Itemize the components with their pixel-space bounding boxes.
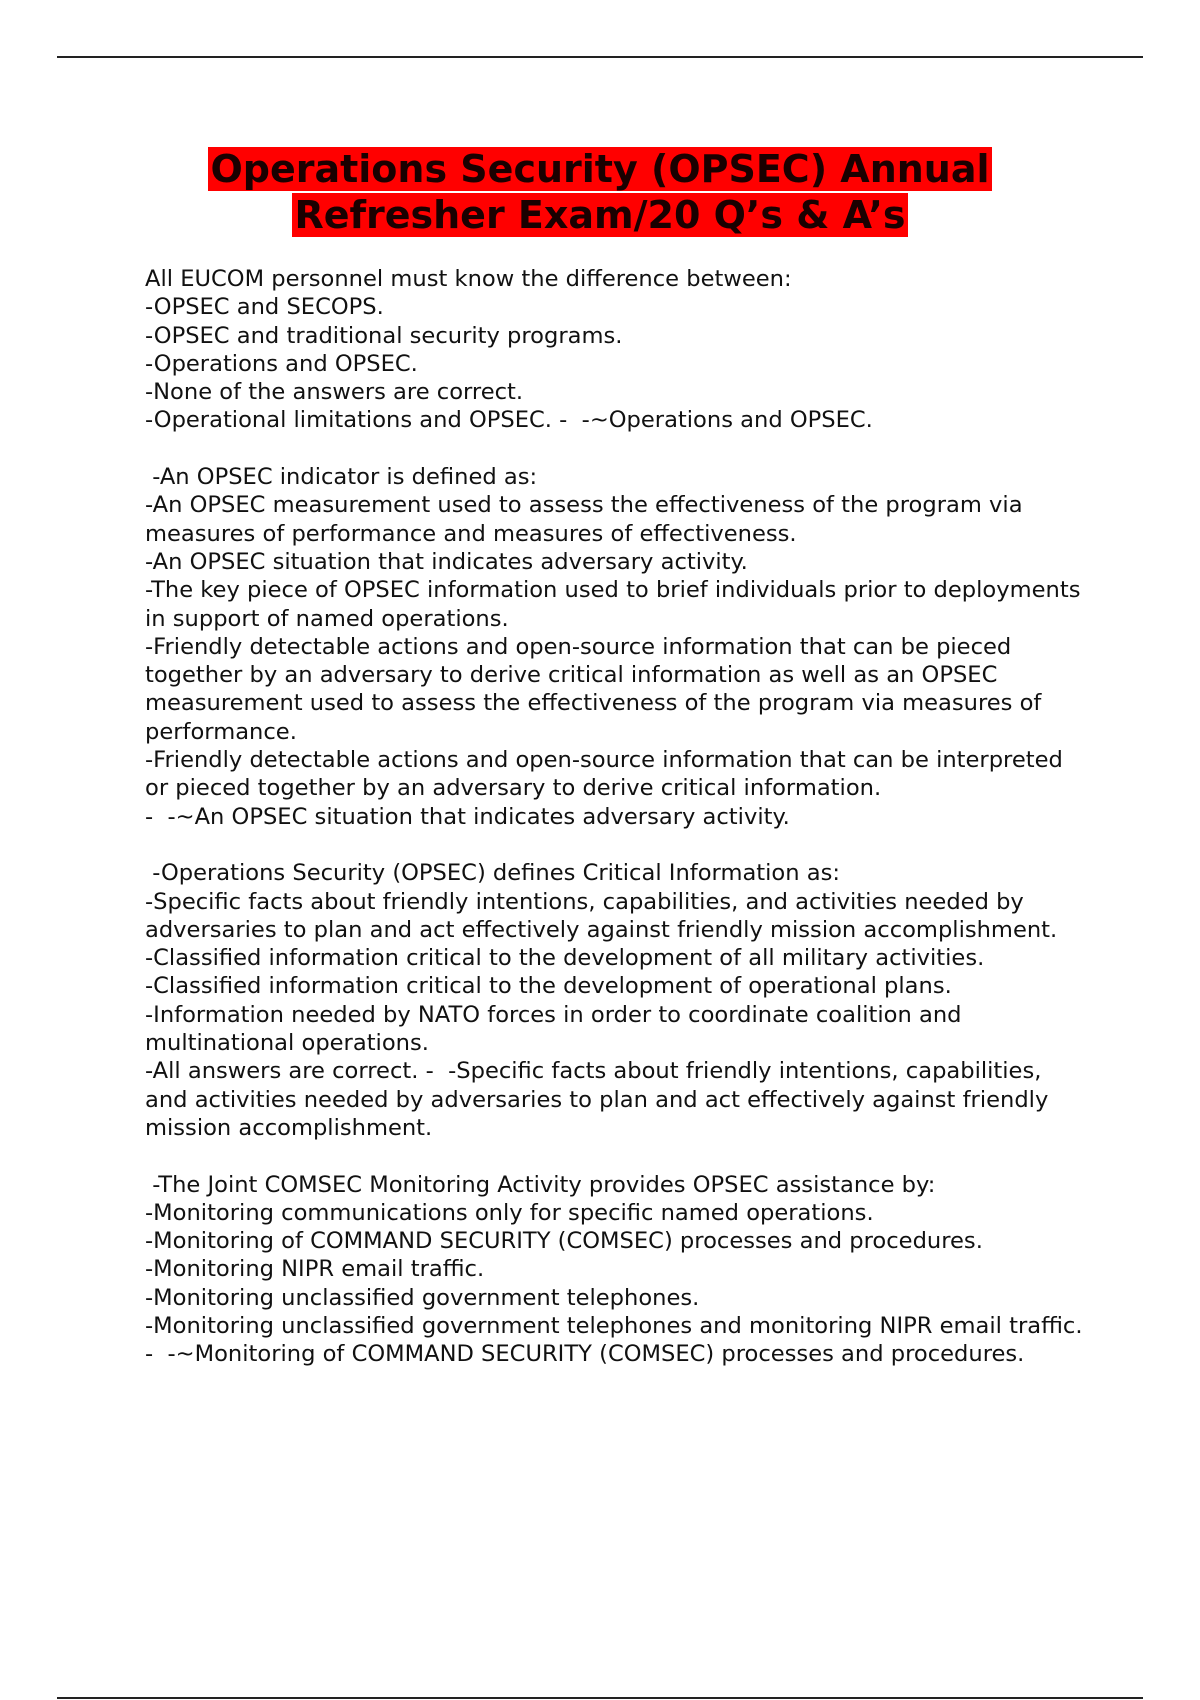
question-block-4 <box>145 1171 1090 1369</box>
answer-option: -An OPSEC situation that indicates adversary activity. <box>145 548 748 575</box>
question-block-2 <box>145 463 1090 831</box>
answer-option: -OPSEC and SECOPS. <box>145 294 384 321</box>
answer-option: -An OPSEC measurement used to assess the effectiveness of the program via measures of performance and measures of effectiveness. <box>145 492 1030 547</box>
answer-option: -Friendly detectable actions and open-source information that can be pieced together by an adversary to derive critical information as well as an OPSEC measurement used to assess the effectiveness of the program via measures of performance. <box>145 633 1049 745</box>
answer-option: -Information needed by NATO forces in order to coordinate coalition and multinational operations. <box>145 1001 969 1057</box>
question-text: -An OPSEC indicator is defined as: <box>145 464 538 491</box>
answer-option: -Monitoring communications only for specific named operations. <box>145 1199 874 1226</box>
answer-option: -Specific facts about friendly intentions, capabilities, and activities needed by adversaries to plan and act effectively against friendly mission accomplishment. <box>145 888 1058 943</box>
answer-option: - -~An OPSEC situation that indicates adversary activity. <box>145 803 790 830</box>
answer-option: -None of the answers are correct. <box>145 379 524 406</box>
top-rule <box>57 56 1143 58</box>
bottom-rule <box>57 1697 1143 1699</box>
answer-option: -Monitoring NIPR email traffic. <box>145 1256 485 1283</box>
title-line-1: Operations Security (OPSEC) Annual <box>210 147 990 191</box>
question-block-1 <box>145 265 1090 435</box>
answer-option: -Monitoring unclassified government telephones. <box>145 1284 700 1311</box>
answer-option: -Classified information critical to the development of operational plans. <box>145 973 952 1000</box>
document-body <box>145 265 1090 1397</box>
answer-option: -Operations and OPSEC. <box>145 350 418 377</box>
answer-option: -Monitoring unclassified government telephones and monitoring NIPR email traffic. - -~Monitoring of COMMAND SECURITY (COMSEC) processes and procedures. <box>145 1312 1090 1368</box>
answer-option: -The key piece of OPSEC information used to brief individuals prior to deployments in support of named operations. <box>145 577 1088 632</box>
answer-option: -Friendly detectable actions and open-source information that can be interpreted or pieced together by an adversary to derive critical information. <box>145 747 1071 802</box>
title-line-2: Refresher Exam/20 Q’s & A’s <box>294 193 906 237</box>
question-text: All EUCOM personnel must know the difference between: <box>145 266 792 292</box>
answer-option: -All answers are correct. - -Specific facts about friendly intentions, capabilities, and activities needed by adversaries to plan and act effectively against friendly mission accomplishment. <box>145 1058 1056 1141</box>
question-text: -Operations Security (OPSEC) defines Critical Information as: <box>145 860 840 887</box>
question-block-3 <box>145 859 1090 1142</box>
document-title <box>0 146 1200 238</box>
answer-option: -Operational limitations and OPSEC. - -~Operations and OPSEC. <box>145 407 873 434</box>
answer-option: -Monitoring of COMMAND SECURITY (COMSEC) processes and procedures. <box>145 1228 983 1255</box>
answer-option: -OPSEC and traditional security programs. <box>145 322 623 349</box>
question-text: -The Joint COMSEC Monitoring Activity provides OPSEC assistance by: <box>145 1171 936 1198</box>
answer-option: -Classified information critical to the development of all military activities. <box>145 945 985 972</box>
